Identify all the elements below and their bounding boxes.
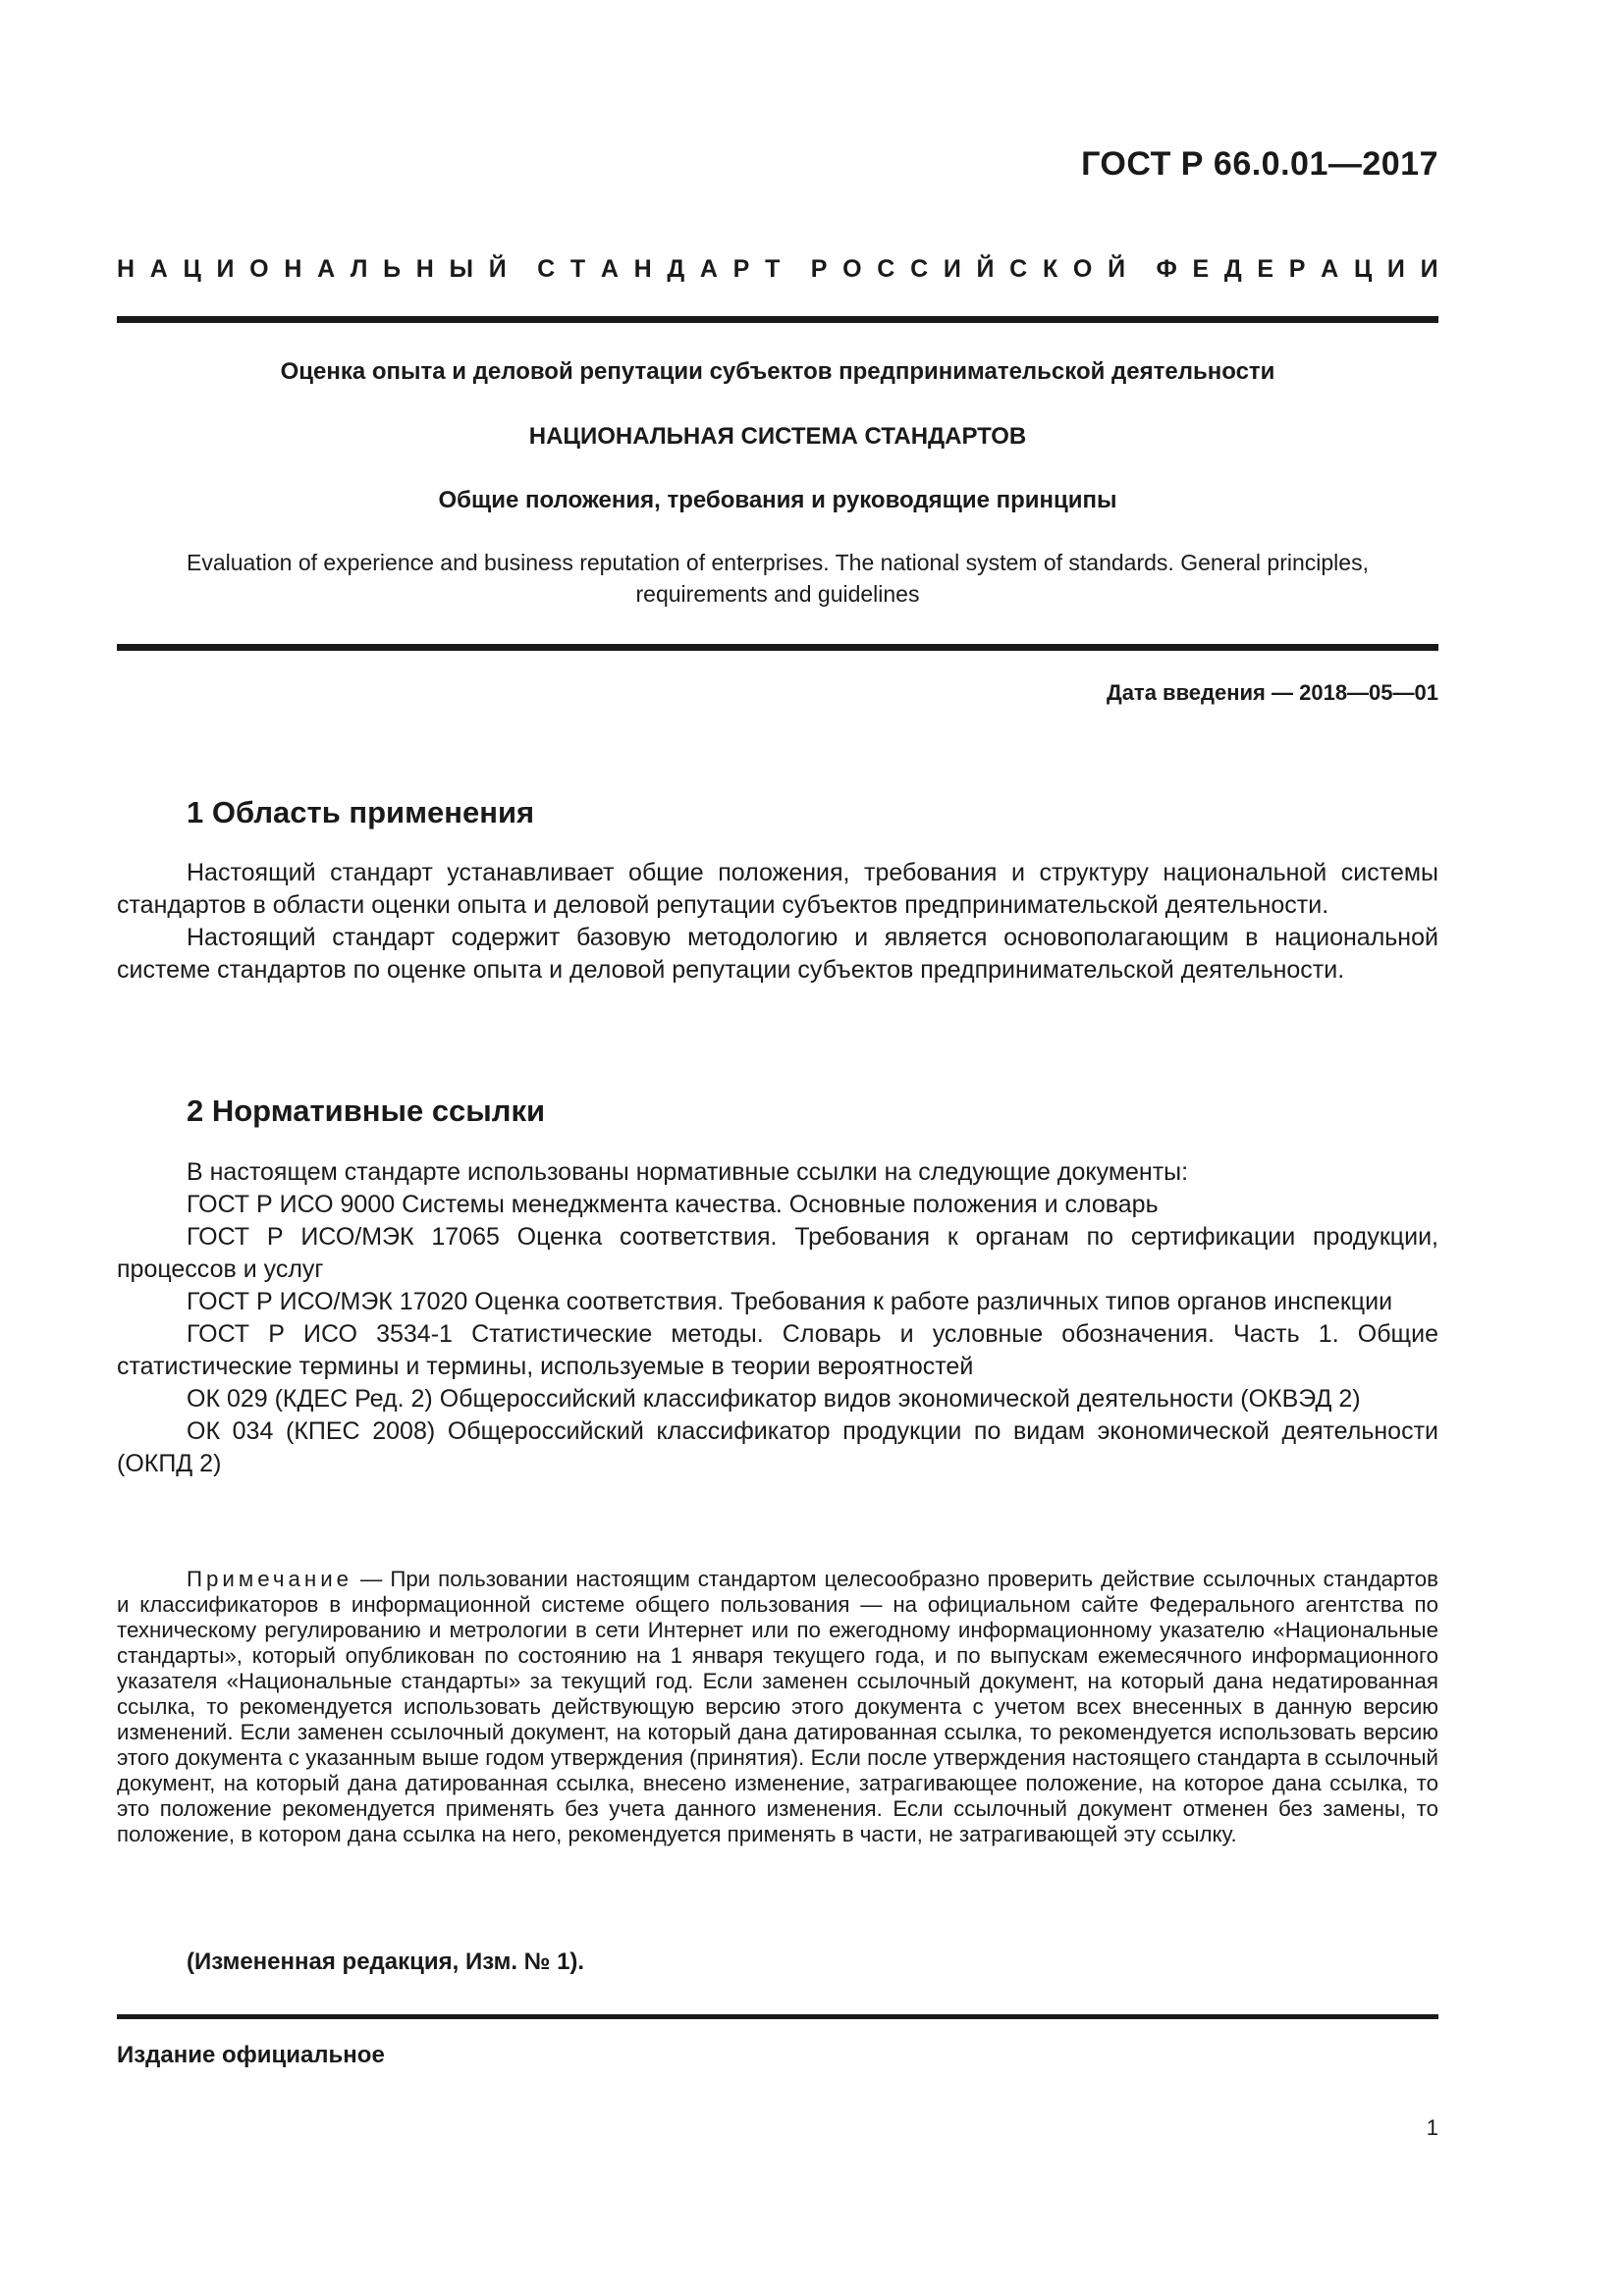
section-1-paragraph-2: Настоящий стандарт содержит базовую методологию и является основополагающим в национальной системе стандартов по оценке опыта и деловой репутации субъектов предпринимательской деятельности. bbox=[117, 924, 1438, 984]
banner-letter: Н bbox=[633, 255, 652, 283]
reference-item: ГОСТ Р ИСО/МЭК 17020 Оценка соответствия. Требования к работе различных типов органов инспекции bbox=[187, 1288, 1393, 1315]
page-number: 1 bbox=[1426, 2115, 1438, 2140]
banner-letter: Н bbox=[415, 255, 434, 283]
banner-letter: С bbox=[537, 255, 556, 283]
banner-letter: А bbox=[317, 255, 336, 283]
note-label: Примечание bbox=[187, 1567, 353, 1591]
banner-letter: Д bbox=[667, 255, 685, 283]
banner-letter: Т bbox=[569, 255, 586, 283]
note-block bbox=[117, 1567, 1438, 1847]
reference-item: ГОСТ Р ИСО 9000 Системы менеджмента качества. Основные положения и словарь bbox=[187, 1191, 1159, 1218]
banner-letter: Ф bbox=[1156, 255, 1177, 283]
banner-letter: Н bbox=[117, 255, 135, 283]
reference-item: ОК 034 (КПЕС 2008) Общероссийский классификатор продукции по видам экономической деятельности (ОКПД 2) bbox=[117, 1417, 1438, 1477]
banner-letter: С bbox=[910, 255, 929, 283]
reference-item: ГОСТ Р ИСО/МЭК 17065 Оценка соответствия. Требования к органам по сертификации продукции, процессов и услуг bbox=[117, 1223, 1438, 1283]
official-edition-label: Издание официальное bbox=[117, 2042, 385, 2068]
section-1-paragraph-1: Настоящий стандарт устанавливает общие положения, требования и структуру национальной системы стандартов в области оценки опыта и деловой репутации субъектов предпринимательской деятельности. bbox=[117, 859, 1438, 919]
banner-letter: Е bbox=[1192, 255, 1210, 283]
english-title-line-2: requirements and guidelines bbox=[635, 581, 920, 607]
note-text: — При пользовании настоящим стандартом целесообразно проверить действие ссылочных стандартов и классификаторов в информационной системе общего пользования — на официальном сайте Федерального агентства по техническому регулированию и метрологии в сети Интернет или по ежегодному информационному указателю «Национальные стандарты», который опубликован по состоянию на 1 января текущего года, и по выпускам ежемесячного информационного указателя «Национальные стандарты» за текущий год. Если заменен ссылочный документ, на который дана недатированная ссылка, то рекомендуется использовать действующую версию этого документа с учетом всех внесенных в данную версию изменений. Если заменен ссылочный документ, на который дана датированная ссылка, то рекомендуется использовать версию этого документа с указанным выше годом утверждения (принятия). Если после утверждения настоящего стандарта в ссылочный документ, на который дана датированная ссылка, внесено изменение, затрагивающее положение, на которое дана ссылка, то это положение рекомендуется применять без учета данного изменения. Если ссылочный документ отменен без замены, то положение, в котором дана ссылка на него, рекомендуется применять в части, не затрагивающей эту ссылку. bbox=[117, 1567, 1438, 1846]
banner-letter: А bbox=[1321, 255, 1339, 283]
banner-letter: С bbox=[877, 255, 895, 283]
banner-letter: Р bbox=[732, 255, 750, 283]
english-title-line-1: Evaluation of experience and business reputation of enterprises. The national system of standards. General principles, bbox=[187, 550, 1369, 575]
section-2-body bbox=[117, 1156, 1438, 1480]
changed-edition-mark: (Измененная редакция, Изм. № 1). bbox=[187, 1949, 585, 1975]
national-standard-banner bbox=[117, 255, 1438, 284]
title-line-3: Общие положения, требования и руководящие принципы bbox=[438, 487, 1117, 513]
banner-letter: И bbox=[1386, 255, 1405, 283]
banner-letter: Ы bbox=[449, 255, 474, 283]
english-title bbox=[117, 547, 1438, 610]
section-1-body bbox=[117, 857, 1438, 987]
banner-letter: И bbox=[943, 255, 961, 283]
banner-letter: А bbox=[149, 255, 168, 283]
footer-divider bbox=[117, 2014, 1438, 2019]
section-2-heading: 2 Нормативные ссылки bbox=[187, 1094, 546, 1128]
banner-letter: К bbox=[1042, 255, 1058, 283]
banner-letter: Й bbox=[488, 255, 507, 283]
banner-letter: Ц bbox=[183, 255, 201, 283]
banner-letter: Й bbox=[976, 255, 995, 283]
banner-letter: Й bbox=[1108, 255, 1126, 283]
banner-letter: С bbox=[1009, 255, 1028, 283]
gost-number: ГОСТ Р 66.0.01—2017 bbox=[1081, 145, 1438, 183]
top-divider bbox=[117, 316, 1438, 323]
introduction-date: Дата введения — 2018—05—01 bbox=[1107, 680, 1438, 705]
section-2-intro: В настоящем стандарте использованы нормативные ссылки на следующие документы: bbox=[187, 1158, 1189, 1186]
banner-letter: О bbox=[1072, 255, 1093, 283]
banner-letter: А bbox=[699, 255, 718, 283]
title-line-2: НАЦИОНАЛЬНАЯ СИСТЕМА СТАНДАРТОВ bbox=[528, 423, 1027, 450]
banner-letter: Ь bbox=[383, 255, 402, 283]
banner-letter: А bbox=[600, 255, 619, 283]
title-divider bbox=[117, 644, 1438, 651]
banner-letter: Л bbox=[350, 255, 368, 283]
section-1-heading: 1 Область применения bbox=[187, 795, 535, 829]
banner-letter: Н bbox=[284, 255, 302, 283]
banner-letter: Р bbox=[810, 255, 828, 283]
title-line-1: Оценка опыта и деловой репутации субъектов предпринимательской деятельности bbox=[280, 358, 1275, 385]
banner-letter: И bbox=[1420, 255, 1438, 283]
banner-letter: Р bbox=[1288, 255, 1306, 283]
banner-letter: О bbox=[249, 255, 269, 283]
reference-item: ОК 029 (КДЕС Ред. 2) Общероссийский классификатор видов экономической деятельности (ОКВЭД 2) bbox=[187, 1385, 1361, 1413]
banner-letter: Д bbox=[1223, 255, 1242, 283]
reference-item: ГОСТ Р ИСО 3534-1 Статистические методы. Словарь и условные обозначения. Часть 1. Общие статистические термины и термины, используемые в теории вероятностей bbox=[117, 1320, 1438, 1380]
banner-letter: Е bbox=[1257, 255, 1274, 283]
banner-letter: И bbox=[216, 255, 235, 283]
banner-letter: Ц bbox=[1353, 255, 1373, 283]
banner-letter: Т bbox=[765, 255, 781, 283]
banner-letter: О bbox=[842, 255, 862, 283]
